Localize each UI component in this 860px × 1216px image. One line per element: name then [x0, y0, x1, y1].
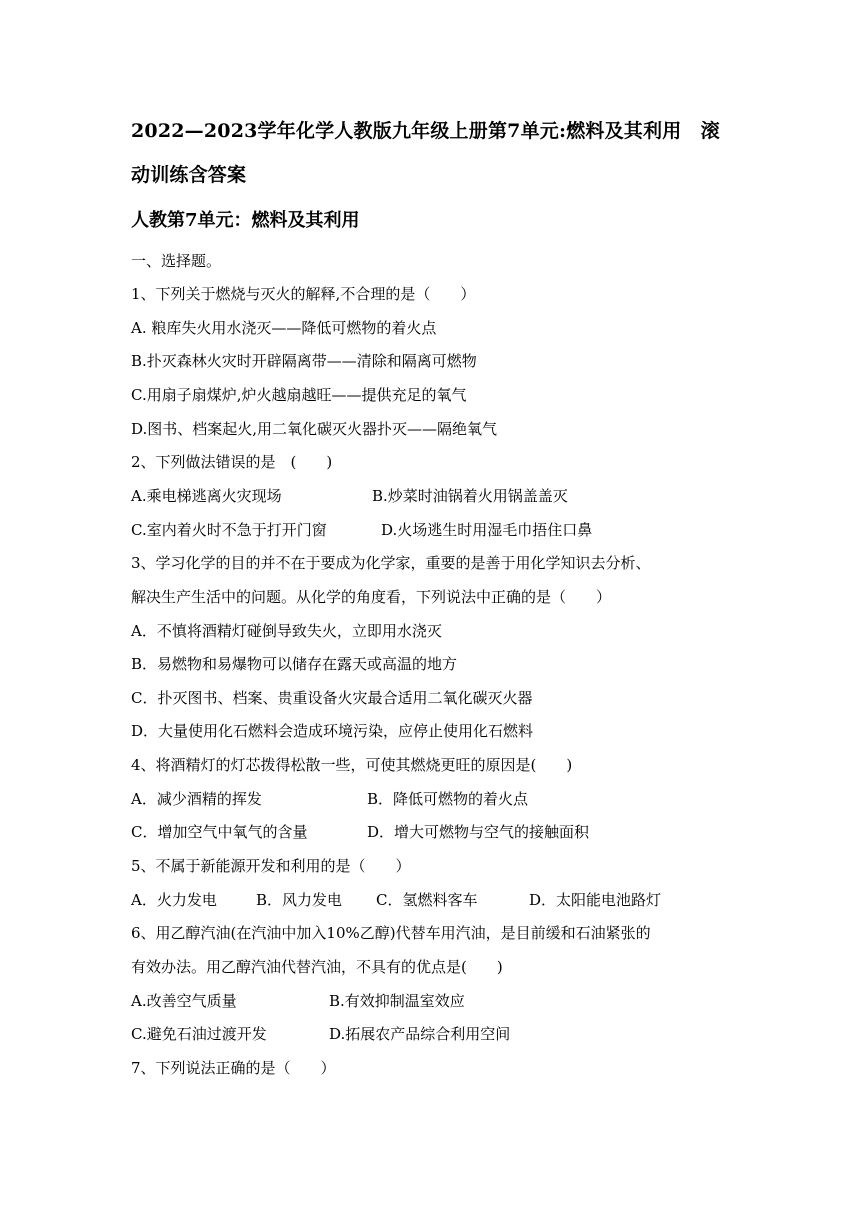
question-2-stem: 2、下列做法错误的是 ( )	[131, 453, 333, 471]
question-4-option-b: B．降低可燃物的着火点	[367, 790, 529, 808]
question-3-stem-line-2: 解决生产生活中的问题。从化学的角度看，下列说法中正确的是（ ）	[131, 588, 612, 606]
question-2-option-d: D.火场逃生时用湿毛巾捂住口鼻	[381, 521, 593, 539]
document-title-line-2: 动训练含答案	[131, 164, 247, 186]
question-3-option-b: B．易燃物和易爆物可以储存在露天或高温的地方	[131, 655, 458, 673]
question-6-option-c: C.避免石油过渡开发	[131, 1025, 267, 1043]
question-4-option-d: D．增大可燃物与空气的接触面积	[367, 823, 590, 841]
question-3-option-a: A．不慎将酒精灯碰倒导致失火，立即用水浇灭	[131, 622, 442, 640]
question-5-stem: 5、不属于新能源开发和利用的是（ ）	[131, 857, 411, 875]
question-3-stem-line-1: 3、学习化学的目的并不在于要成为化学家，重要的是善于用化学知识去分析、	[131, 554, 651, 572]
question-1-stem: 1、下列关于燃烧与灭火的解释,不合理的是（ ）	[131, 285, 476, 303]
question-1-option-c: C.用扇子扇煤炉,炉火越扇越旺——提供充足的氧气	[131, 386, 467, 404]
question-6-option-b: B.有效抑制温室效应	[329, 992, 465, 1010]
section-heading: 一、选择题。	[131, 252, 222, 270]
question-5-option-d: D．太阳能电池路灯	[529, 891, 662, 909]
question-4-stem: 4、将酒精灯的灯芯拨得松散一些，可使其燃烧更旺的原因是( )	[131, 756, 573, 774]
question-6-option-d: D.拓展农产品综合利用空间	[329, 1025, 511, 1043]
question-2-option-a: A.乘电梯逃离火灾现场	[131, 487, 282, 505]
question-4-option-a: A．减少酒精的挥发	[131, 790, 262, 808]
question-1-option-b: B.扑灭森林火灾时开辟隔离带——清除和隔离可燃物	[131, 352, 477, 370]
question-5-option-b: B．风力发电	[256, 891, 343, 909]
question-1-option-a: A. 粮库失火用水浇灭——降低可燃物的着火点	[131, 319, 437, 337]
question-5-option-c: C．氢燃料客车	[376, 891, 478, 909]
document-title-line-1: 2022—2023学年化学人教版九年级上册第7单元:燃料及其利用 滚	[131, 120, 720, 142]
question-4-option-c: C．增加空气中氧气的含量	[131, 823, 308, 841]
question-2-option-c: C.室内着火时不急于打开门窗	[131, 521, 327, 539]
question-3-option-d: D．大量使用化石燃料会造成环境污染，应停止使用化石燃料	[131, 722, 534, 740]
question-5-option-a: A．火力发电	[131, 891, 217, 909]
question-2-option-b: B.炒菜时油锅着火用锅盖盖灭	[372, 487, 568, 505]
question-6-option-a: A.改善空气质量	[131, 992, 237, 1010]
question-3-option-c: C．扑灭图书、档案、贵重设备火灾最合适用二氧化碳灭火器	[131, 689, 533, 707]
question-7-stem: 7、下列说法正确的是（ ）	[131, 1059, 336, 1077]
question-1-option-d: D.图书、档案起火,用二氧化碳灭火器扑灭——隔绝氧气	[131, 420, 498, 438]
unit-subtitle: 人教第7单元：燃料及其利用	[131, 210, 360, 231]
question-6-stem-line-1: 6、用乙醇汽油(在汽油中加入10%乙醇)代替车用汽油，是目前缓和石油紧张的	[131, 924, 651, 942]
question-6-stem-line-2: 有效办法。用乙醇汽油代替汽油，不具有的优点是( )	[131, 958, 503, 976]
